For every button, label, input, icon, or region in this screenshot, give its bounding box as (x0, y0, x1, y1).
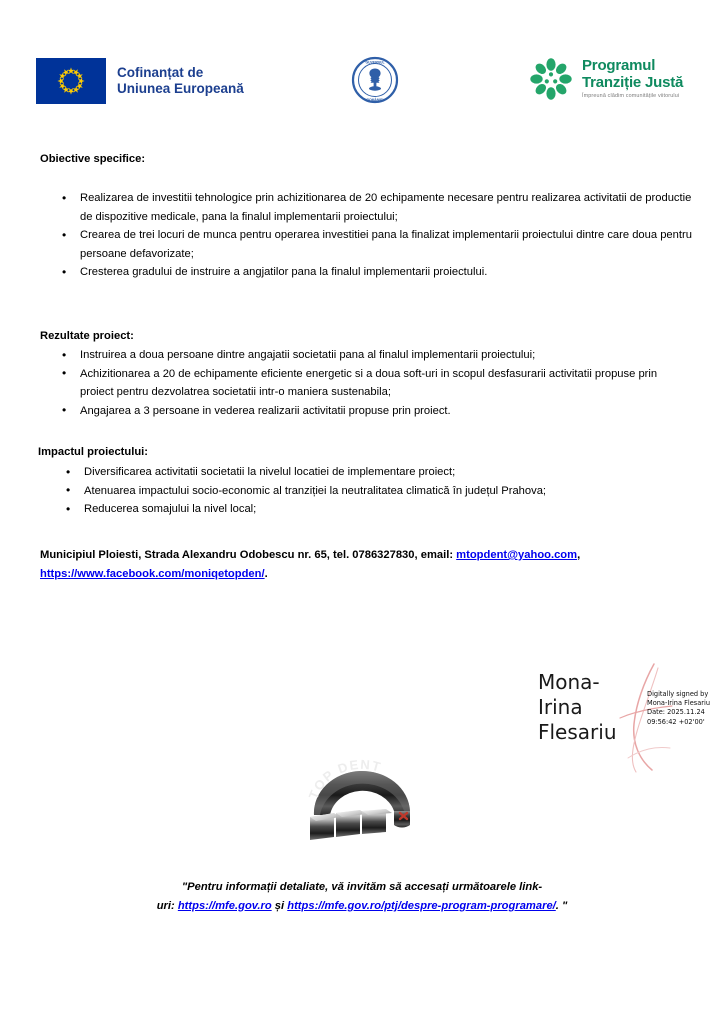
just-transition-program-logo (528, 56, 683, 102)
gov-seal-bottom-text: ROMÂNIEI (366, 98, 384, 103)
results-list (58, 346, 670, 420)
list-item: • Angajarea a 3 persoane in vederea realizarii activitatii propuse prin proiect. (58, 402, 670, 421)
just-transition-leaf-icon (528, 56, 574, 102)
ptj-leaf-svg (528, 56, 574, 102)
impact-heading-colon: : (144, 446, 149, 458)
ptj-tagline: Împreună clădim comunitățile viitorului (582, 93, 680, 99)
signature-name (538, 670, 642, 745)
footer-part1: "Pentru informații detaliate, vă invităm să accesați următoarele link- (181, 881, 543, 893)
objectives-heading: Obiective specifice: (40, 153, 146, 165)
romanian-government-seal-icon (351, 56, 399, 104)
signature-meta-line3: Date: 2025.11.24 (647, 708, 705, 717)
signature-meta-line1: Digitally signed by (647, 690, 709, 698)
ptj-line2: Tranziție Justă (582, 73, 684, 91)
digital-signature-block (536, 668, 722, 768)
eu-stars-icon (36, 58, 106, 104)
footer-conjunction: și (271, 899, 288, 912)
impact-heading-text: Impactul proiectului (38, 446, 145, 458)
topdent-dental-arch-logo-icon (300, 757, 424, 845)
ptj-line1: Programul (582, 57, 656, 74)
eu-cofinancing-logo (36, 58, 244, 104)
topdent-arc-text: TOP DENT (305, 757, 384, 802)
results-heading: Rezultate proiect: (40, 330, 134, 342)
contact-separator: , (577, 549, 581, 561)
impact-list (62, 463, 682, 519)
list-item: • Diversificarea activitatii societatii la nivelul locatiei de implementare proiect; (62, 463, 682, 482)
eu-logo-text (117, 65, 244, 97)
signature-name-line1: Mona- (538, 670, 600, 694)
signature-meta-line2: Mona-Irina Flesariu (647, 699, 711, 708)
objectives-list (58, 189, 694, 282)
list-item: • Instruirea a doua persoane dintre angajatii societatii pana al finalul implementarii proiectului; (58, 346, 670, 365)
header-logo-band (0, 48, 724, 110)
contact-suffix: . (264, 567, 268, 580)
footer-part2: uri: (156, 899, 178, 912)
impact-heading (38, 445, 148, 460)
gov-seal-top-text: GUVERNUL (365, 60, 385, 65)
contact-prefix: Municipiul Ploiesti, Strada Alexandru Odobescu nr. 65, tel. 0786327830, email: (40, 549, 457, 561)
ptj-logo-text (582, 58, 683, 100)
eu-logo-line1: Cofinanțat de (117, 65, 204, 80)
contact-paragraph (40, 546, 688, 583)
signature-metadata (647, 690, 723, 727)
list-item: • Realizarea de investitii tehnologice prin achizitionarea de 20 echipamente necesare pentru realizarea activitatii de productie de dispozitive medicale, pana la finalul implementarii proiectului; (58, 189, 694, 226)
gov-seal-svg (351, 56, 399, 104)
mfe-ptj-link[interactable]: https://mfe.gov.ro/ptj/despre-program-programare/ (287, 899, 556, 912)
list-item: • Atenuarea impactului socio-economic al tranziției la neutralitatea climatică în județul Prahova; (62, 482, 682, 501)
eu-logo-line2: Uniunea Europeană (117, 81, 244, 96)
signature-meta-line4: 09:56:42 +02'00' (647, 717, 705, 726)
mfe-link[interactable]: https://mfe.gov.ro (177, 899, 272, 912)
footer-note (60, 878, 664, 915)
footer-part3: . " (555, 899, 568, 912)
list-item: • Cresterea gradului de instruire a angjatilor pana la finalul implementarii proiectului. (58, 263, 694, 282)
facebook-link[interactable]: https://www.facebook.com/moniqetopden/ (40, 567, 265, 580)
list-item: • Reducerea somajului la nivel local; (62, 500, 682, 519)
list-item: • Crearea de trei locuri de munca pentru operarea investitiei pana la finalizat implementarii proiectului dintre care doua pentru persoane defavorizate; (58, 226, 694, 263)
eu-flag-icon (36, 58, 106, 104)
list-item: • Achizitionarea a 20 de echipamente eficiente energetic si a doua soft-uri in scopul desfasurarii activitatii propuse prin proiect pentru dezvolatrea societatii intr-o maniera sustenabila; (58, 365, 670, 402)
signature-name-line3: Flesariu (538, 720, 617, 744)
signature-name-line2: Irina (538, 695, 583, 719)
email-link[interactable]: mtopdent@yahoo.com (456, 549, 578, 561)
topdent-company-logo (300, 757, 424, 845)
